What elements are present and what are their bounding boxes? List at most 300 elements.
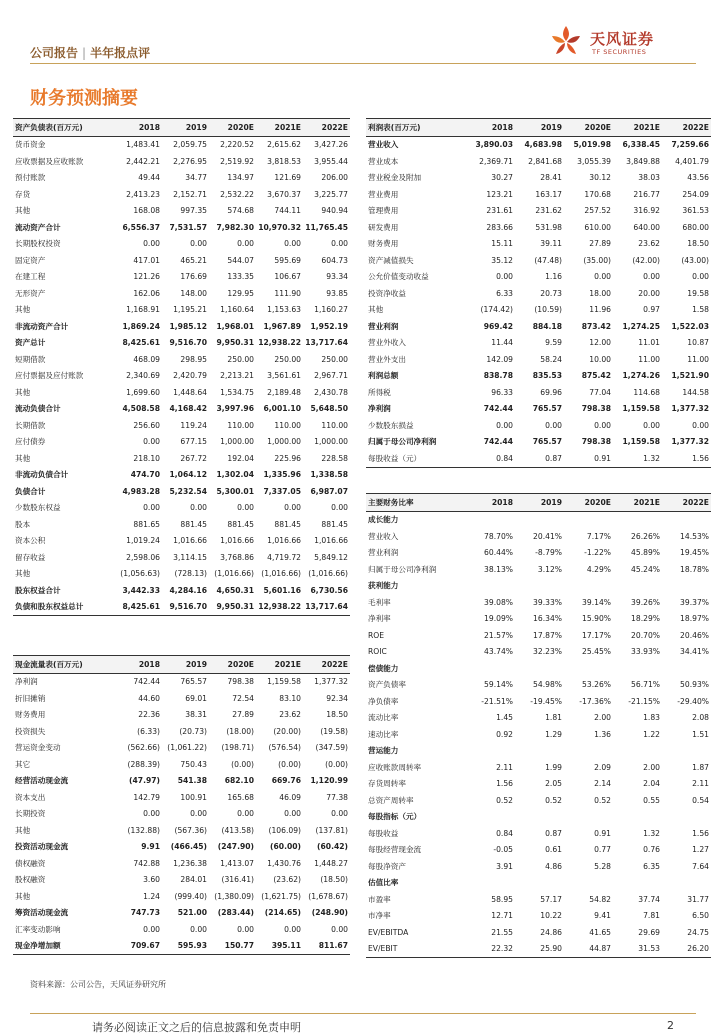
value-cell: 2,442.21	[126, 156, 160, 166]
value-cell: 798.38	[227, 677, 254, 687]
value-cell: 110.00	[321, 420, 348, 430]
value-cell: 24.86	[540, 927, 562, 937]
value-cell: (174.42)	[480, 305, 513, 315]
table-row	[366, 335, 711, 352]
value-cell: 6.33	[496, 288, 513, 298]
value-cell: 4,168.42	[169, 404, 207, 414]
value-cell: 0.00	[237, 809, 254, 819]
row-label: 净利率	[368, 614, 391, 624]
value-cell: 106.67	[274, 272, 301, 282]
value-cell: 1,000.00	[314, 437, 348, 447]
value-cell: -17.36%	[579, 696, 611, 706]
table-row	[366, 186, 711, 203]
value-cell: 31.77	[687, 894, 709, 904]
value-cell: 228.58	[321, 453, 348, 463]
row-label: 速动比率	[368, 729, 399, 739]
value-cell: 3,114.15	[173, 552, 207, 562]
value-cell	[613, 511, 662, 528]
value-cell: 23.62	[638, 239, 660, 249]
value-cell: (413.58)	[221, 825, 254, 835]
value-cell: 17.17%	[582, 630, 611, 640]
row-label: 所得税	[368, 387, 391, 397]
balance-sheet-table	[13, 118, 350, 616]
value-cell: 24.75	[687, 927, 709, 937]
table-row	[366, 677, 711, 694]
value-cell: 20.46%	[680, 630, 709, 640]
table-row	[366, 545, 711, 562]
table-row	[13, 740, 350, 757]
value-cell	[515, 578, 564, 595]
value-cell: 838.78	[483, 371, 513, 381]
value-cell: 1,377.32	[671, 437, 709, 447]
value-cell: (60.42)	[317, 842, 348, 852]
value-cell	[515, 743, 564, 760]
table-row	[13, 566, 350, 583]
table-row	[366, 219, 711, 236]
value-cell: 765.57	[532, 437, 562, 447]
value-cell: 1,430.76	[267, 858, 301, 868]
table-row	[366, 825, 711, 842]
value-cell: 9.41	[594, 911, 611, 921]
value-cell: 2,413.23	[126, 189, 160, 199]
row-label: 债权融资	[15, 858, 46, 868]
value-cell: 0.00	[284, 239, 301, 249]
value-cell: 4,983.28	[122, 486, 160, 496]
row-label: 市盈率	[368, 894, 391, 904]
row-label: 总资产周转率	[368, 795, 414, 805]
table-row	[13, 136, 350, 153]
row-label: 长期股权投资	[15, 239, 61, 249]
year-header: 2018	[115, 119, 162, 137]
value-cell: 1.56	[662, 450, 711, 467]
row-label: 经营活动现金流	[15, 776, 69, 786]
row-label: 净利润	[368, 404, 391, 414]
value-cell: 0.87	[545, 828, 562, 838]
value-cell: 811.67	[303, 938, 350, 955]
row-label: 营运资金变动	[15, 743, 61, 753]
value-cell: 148.00	[180, 288, 207, 298]
value-cell: 11.96	[589, 305, 611, 315]
value-cell: -21.15%	[628, 696, 660, 706]
value-cell: 0.00	[284, 924, 301, 934]
value-cell: 30.12	[589, 173, 611, 183]
value-cell: 0.00	[692, 420, 709, 430]
value-cell: 1,522.03	[671, 321, 709, 331]
value-cell: 881.45	[180, 519, 207, 529]
value-cell: 58.95	[491, 894, 513, 904]
cash-flow-table	[13, 655, 350, 955]
value-cell: 0.00	[594, 272, 611, 282]
value-cell: (106.09)	[268, 825, 301, 835]
value-cell: (1,621.75)	[261, 891, 301, 901]
value-cell: 144.58	[682, 387, 709, 397]
row-label: 归属于母公司净利润	[368, 437, 437, 447]
value-cell: 3,818.53	[267, 156, 301, 166]
year-header: 2019	[162, 119, 209, 137]
value-cell: 54.82	[589, 894, 611, 904]
row-label: 短期借款	[15, 354, 46, 364]
value-cell: 284.01	[180, 875, 207, 885]
value-cell: 19.58	[687, 288, 709, 298]
value-cell: 798.38	[581, 437, 611, 447]
value-cell: 16.34%	[533, 614, 562, 624]
value-cell: 23.62	[279, 710, 301, 720]
value-cell: (1,016.66)	[308, 569, 348, 579]
table-row	[366, 450, 711, 467]
value-cell: 2,189.48	[267, 387, 301, 397]
value-cell	[613, 660, 662, 677]
value-cell: 0.91	[594, 828, 611, 838]
company-logo	[546, 24, 696, 60]
page-number: 2	[667, 1019, 674, 1032]
value-cell: 884.18	[532, 321, 562, 331]
value-cell: 881.65	[133, 519, 160, 529]
report-type: 公司报告	[30, 46, 79, 60]
table-row	[366, 302, 711, 319]
value-cell: 7,337.05	[263, 486, 301, 496]
row-label: 货币资金	[15, 140, 46, 150]
value-cell: 1.81	[545, 713, 562, 723]
value-cell: (567.36)	[174, 825, 207, 835]
value-cell: 37.74	[638, 894, 660, 904]
year-header: 2020E	[209, 119, 256, 137]
table-row	[13, 905, 350, 922]
value-cell: 18.78%	[680, 564, 709, 574]
table-row	[366, 908, 711, 925]
value-cell: 39.37%	[680, 597, 709, 607]
table-row	[366, 594, 711, 611]
row-label: EV/EBITDA	[368, 927, 409, 937]
value-cell: (10.59)	[534, 305, 562, 315]
row-label: 固定资产	[15, 255, 46, 265]
value-cell	[564, 511, 613, 528]
value-cell: 5.28	[594, 861, 611, 871]
row-label: 存货	[15, 189, 31, 199]
value-cell	[564, 578, 613, 595]
value-cell: 2.09	[594, 762, 611, 772]
value-cell: 10.87	[687, 338, 709, 348]
value-cell	[466, 578, 515, 595]
value-cell: 27.89	[589, 239, 611, 249]
value-cell: 541.38	[177, 776, 207, 786]
value-cell: 0.00	[496, 420, 513, 430]
value-cell: 1,064.12	[169, 470, 207, 480]
disclaimer-text: 请务必阅读正文之后的信息披露和免责申明	[92, 1021, 301, 1034]
value-cell: 604.73	[321, 255, 348, 265]
value-cell: (23.62)	[273, 875, 301, 885]
value-cell: 1,016.66	[220, 536, 254, 546]
income-statement-header-title: 利润表(百万元)	[366, 119, 466, 137]
value-cell: 25.45%	[582, 647, 611, 657]
value-cell: 38.13%	[484, 564, 513, 574]
value-cell: (35.00)	[583, 255, 611, 265]
value-cell: 4,401.79	[675, 156, 709, 166]
row-label: 应付票据及应付账款	[15, 371, 84, 381]
table-row	[13, 368, 350, 385]
value-cell: (214.65)	[264, 908, 301, 918]
year-header: 2022E	[303, 119, 350, 137]
table-header-row	[366, 119, 711, 137]
row-label: 投资损失	[15, 726, 46, 736]
row-label: 每股收益	[368, 828, 399, 838]
value-cell: 0.00	[143, 239, 160, 249]
value-cell: (1,016.66)	[214, 569, 254, 579]
value-cell: (576.54)	[268, 743, 301, 753]
value-cell: 1,521.90	[671, 371, 709, 381]
value-cell: 31.53	[613, 941, 662, 958]
value-cell: 1.32	[613, 450, 662, 467]
value-cell: 32.23%	[533, 647, 562, 657]
value-cell: 6,730.56	[310, 585, 348, 595]
value-cell: 49.44	[138, 173, 160, 183]
table-row	[366, 351, 711, 368]
value-cell: 110.00	[227, 420, 254, 430]
value-cell: 28.41	[540, 173, 562, 183]
value-cell: 6,987.07	[310, 486, 348, 496]
value-cell: 1,195.21	[173, 305, 207, 315]
value-cell: 2,340.69	[126, 371, 160, 381]
value-cell	[613, 578, 662, 595]
year-header: 2021E	[256, 656, 303, 674]
value-cell: 231.62	[535, 206, 562, 216]
row-label: 管理费用	[368, 206, 399, 216]
value-cell: 8,425.61	[115, 599, 162, 616]
value-cell: 9,516.70	[169, 338, 207, 348]
value-cell	[515, 875, 564, 892]
row-label: 估值比率	[368, 878, 399, 888]
value-cell: (728.13)	[174, 569, 207, 579]
value-cell: 93.34	[326, 272, 348, 282]
value-cell: 1.29	[545, 729, 562, 739]
row-label: 资产负债率	[368, 680, 406, 690]
row-label: 偿债能力	[368, 663, 399, 673]
value-cell	[613, 743, 662, 760]
value-cell: 7,982.30	[216, 222, 254, 232]
value-cell: 881.45	[274, 519, 301, 529]
table-row	[366, 759, 711, 776]
value-cell: 18.29%	[631, 614, 660, 624]
ratios-header-title: 主要财务比率	[366, 494, 466, 512]
value-cell: 3,955.44	[314, 156, 348, 166]
value-cell	[564, 809, 613, 826]
year-header: 2020E	[209, 656, 256, 674]
value-cell: 30.27	[491, 173, 513, 183]
value-cell: 22.32	[466, 941, 515, 958]
value-cell: 254.09	[682, 189, 709, 199]
table-row	[13, 335, 350, 352]
value-cell: 1.27	[692, 845, 709, 855]
value-cell: 3,849.88	[626, 156, 660, 166]
value-cell: (1,380.09)	[214, 891, 254, 901]
value-cell: 0.00	[190, 239, 207, 249]
table-row	[366, 170, 711, 187]
value-cell: 9.59	[545, 338, 562, 348]
value-cell: 0.76	[643, 845, 660, 855]
value-cell: (18.50)	[320, 875, 348, 885]
value-cell: 231.61	[486, 206, 513, 216]
value-cell: 7.64	[692, 861, 709, 871]
value-cell: 1.99	[545, 762, 562, 772]
table-row	[13, 855, 350, 872]
value-cell: 3,561.61	[267, 371, 301, 381]
table-header-row	[366, 494, 711, 512]
value-cell: 742.44	[133, 677, 160, 687]
value-cell: 1,274.25	[622, 321, 660, 331]
value-cell: 6,338.45	[622, 140, 660, 150]
value-cell: 121.69	[274, 173, 301, 183]
value-cell: 2,430.78	[314, 387, 348, 397]
row-label: 股权融资	[15, 875, 46, 885]
table-row	[13, 153, 350, 170]
value-cell: 142.09	[486, 354, 513, 364]
value-cell	[564, 660, 613, 677]
value-cell: 2.00	[643, 762, 660, 772]
row-label: 投资净收益	[368, 288, 406, 298]
value-cell: 0.00	[143, 437, 160, 447]
value-cell: 1.32	[643, 828, 660, 838]
table-row	[366, 368, 711, 385]
value-cell: 12,938.22	[256, 599, 303, 616]
row-label: 在建工程	[15, 272, 46, 282]
value-cell: (316.41)	[221, 875, 254, 885]
value-cell	[662, 809, 711, 826]
table-row	[13, 318, 350, 335]
row-label: 每股经营现金流	[368, 845, 422, 855]
value-cell: 34.77	[185, 173, 207, 183]
value-cell: (283.44)	[217, 908, 254, 918]
value-cell: 2.00	[594, 713, 611, 723]
header-divider	[30, 63, 696, 64]
value-cell: 468.09	[133, 354, 160, 364]
row-label: 长期借款	[15, 420, 46, 430]
value-cell: 121.26	[133, 272, 160, 282]
source-note: 资料来源：公司公告，天风证券研究所	[30, 980, 166, 989]
value-cell: 2,598.06	[126, 552, 160, 562]
value-cell: 1,302.04	[216, 470, 254, 480]
value-cell: 1,159.58	[622, 437, 660, 447]
table-row	[366, 434, 711, 451]
table-row	[13, 516, 350, 533]
row-label: 研发费用	[368, 222, 399, 232]
value-cell: 544.07	[227, 255, 254, 265]
row-label: 市净率	[368, 911, 391, 921]
footer-divider	[30, 1013, 696, 1014]
logo-name-cn: 天风证券	[590, 30, 655, 48]
value-cell: 21.55	[491, 927, 513, 937]
value-cell: 12.00	[589, 338, 611, 348]
table-row	[366, 644, 711, 661]
table-row	[366, 528, 711, 545]
table-row	[13, 450, 350, 467]
value-cell: 969.42	[483, 321, 513, 331]
value-cell: 0.77	[594, 845, 611, 855]
value-cell	[662, 511, 711, 528]
value-cell: 0.00	[331, 503, 348, 513]
value-cell: (42.00)	[632, 255, 660, 265]
row-label: 营运能力	[368, 746, 399, 756]
row-label: 财务费用	[15, 710, 46, 720]
row-label: 预付账款	[15, 173, 46, 183]
value-cell: 1,952.19	[310, 321, 348, 331]
value-cell: 0.00	[331, 924, 348, 934]
value-cell: 1,274.26	[622, 371, 660, 381]
value-cell: 56.71%	[631, 680, 660, 690]
row-label: 成长能力	[368, 515, 399, 525]
value-cell: 2,967.71	[314, 371, 348, 381]
value-cell: 0.91	[564, 450, 613, 467]
value-cell: 1,534.75	[220, 387, 254, 397]
row-label: 存货周转率	[368, 779, 406, 789]
value-cell: 2,276.95	[173, 156, 207, 166]
value-cell: 133.35	[227, 272, 254, 282]
table-row	[366, 401, 711, 418]
table-row	[366, 842, 711, 859]
value-cell: 4,683.98	[524, 140, 562, 150]
row-label: 应收账款周转率	[368, 762, 422, 772]
value-cell: 1,120.99	[310, 776, 348, 786]
table-row	[366, 660, 711, 677]
value-cell: 33.93%	[631, 647, 660, 657]
table-row	[13, 500, 350, 517]
row-label: 应付债券	[15, 437, 46, 447]
value-cell: 4.86	[545, 861, 562, 871]
value-cell: 744.11	[274, 206, 301, 216]
header-separator: |	[82, 46, 87, 60]
value-cell: 11.44	[491, 338, 513, 348]
value-cell	[662, 743, 711, 760]
value-cell: 1,448.64	[173, 387, 207, 397]
value-cell: (43.00)	[681, 255, 709, 265]
value-cell: 5,232.54	[169, 486, 207, 496]
balance-sheet-header-title: 资产负债表(百万元)	[13, 119, 115, 137]
row-label: 负债合计	[15, 486, 46, 496]
table-row	[366, 924, 711, 941]
value-cell: (20.73)	[179, 726, 207, 736]
row-label: 资产总计	[15, 338, 46, 348]
value-cell: 465.21	[180, 255, 207, 265]
report-header	[30, 44, 150, 61]
value-cell: 3,442.33	[122, 585, 160, 595]
value-cell: 46.09	[279, 792, 301, 802]
value-cell: 4,650.31	[216, 585, 254, 595]
value-cell: 5,300.01	[216, 486, 254, 496]
table-row	[13, 938, 350, 955]
row-label: 每股收益（元）	[366, 450, 466, 467]
value-cell: 0.00	[331, 809, 348, 819]
table-row	[366, 726, 711, 743]
year-header: 2019	[515, 119, 564, 137]
value-cell: 798.38	[581, 404, 611, 414]
value-cell: 682.10	[224, 776, 254, 786]
value-cell: 10.00	[589, 354, 611, 364]
value-cell: 14.53%	[680, 531, 709, 541]
value-cell: 165.68	[227, 792, 254, 802]
value-cell: 7,531.57	[169, 222, 207, 232]
table-row	[13, 351, 350, 368]
value-cell: 0.00	[143, 809, 160, 819]
value-cell: (466.45)	[170, 842, 207, 852]
row-label: EV/EBIT	[366, 941, 466, 958]
value-cell: 69.01	[185, 693, 207, 703]
value-cell: 0.92	[496, 729, 513, 739]
value-cell	[466, 511, 515, 528]
value-cell: 12.71	[491, 911, 513, 921]
value-cell: 9.91	[141, 842, 160, 852]
logo-name-en: TF SECURITIES	[592, 48, 647, 56]
value-cell: 0.84	[496, 828, 513, 838]
value-cell: 2,420.79	[173, 371, 207, 381]
row-label: 现金净增加额	[13, 938, 115, 955]
